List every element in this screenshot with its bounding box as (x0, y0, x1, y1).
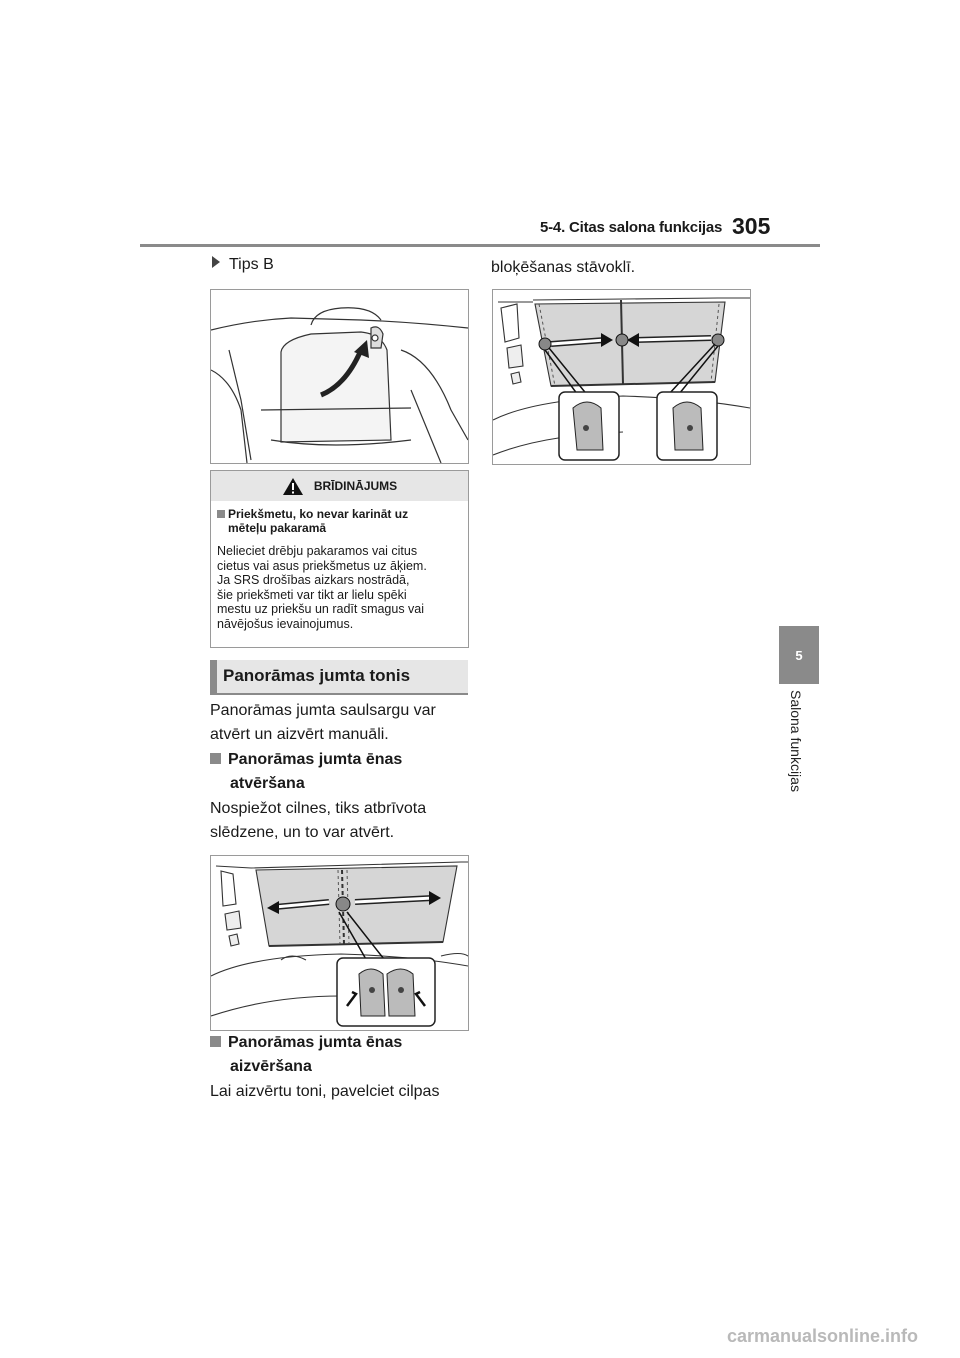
page-number: 305 (732, 213, 771, 239)
square-bullet-icon (217, 510, 225, 518)
watermark: carmanualsonline.info (727, 1326, 919, 1346)
close-heading: Panorāmas jumta ēnas aizvēršana (210, 1031, 468, 1079)
chapter-label: Salona funkcijas (788, 690, 804, 792)
open-paragraph: Nospiežot cilnes, tiks atbrīvota slēdzene, un to var atvērt. (210, 800, 427, 841)
coat-hook-drawing (211, 290, 468, 463)
warning-box (210, 470, 469, 648)
warning-body: Nelieciet drēbju pakaramos vai citus cietus vai asus priekšmetus uz āķiem. Ja SRS drošības aizkars nostrādā, šie priekšmeti var tikt ar lielu spēki mestu uz priekšu un radīt smagus vai nāvējošus ievainojumus. (217, 544, 427, 631)
header-rule (140, 244, 820, 247)
chapter-tab (779, 626, 819, 684)
section-heading-bar (210, 660, 217, 693)
warning-header (211, 471, 468, 501)
open-heading: Panorāmas jumta ēnas atvēršana (210, 748, 468, 796)
warning-triangle-icon (282, 477, 304, 496)
subtype-label: Tips B (212, 256, 274, 274)
close-paragraph: Lai aizvērtu toni, pavelciet cilpas (210, 1083, 440, 1100)
shade-open-illustration (210, 855, 469, 1031)
warning-title: BRĪDINĀJUMS (313, 479, 398, 493)
square-bullet-icon (210, 1036, 221, 1047)
coat-hook-illustration (210, 289, 469, 464)
shade-close-illustration (492, 289, 751, 465)
intro-paragraph: Panorāmas jumta saulsargu var atvērt un aizvērt manuāli. (210, 702, 436, 743)
warning-subtitle: Priekšmetu, ko nevar karināt uz mēteļu pakaramā (217, 507, 461, 535)
continuation-paragraph: bloķēšanas stāvoklī. (491, 259, 636, 276)
shade-close-drawing (493, 290, 750, 464)
section-heading: Panorāmas jumta tonis (210, 660, 468, 695)
chapter-number: 5 (795, 647, 803, 663)
triangle-bullet-icon (212, 256, 220, 268)
section-title: 5-4. Citas salona funkcijas (540, 219, 723, 236)
square-bullet-icon (210, 753, 221, 764)
shade-open-drawing (211, 856, 468, 1030)
